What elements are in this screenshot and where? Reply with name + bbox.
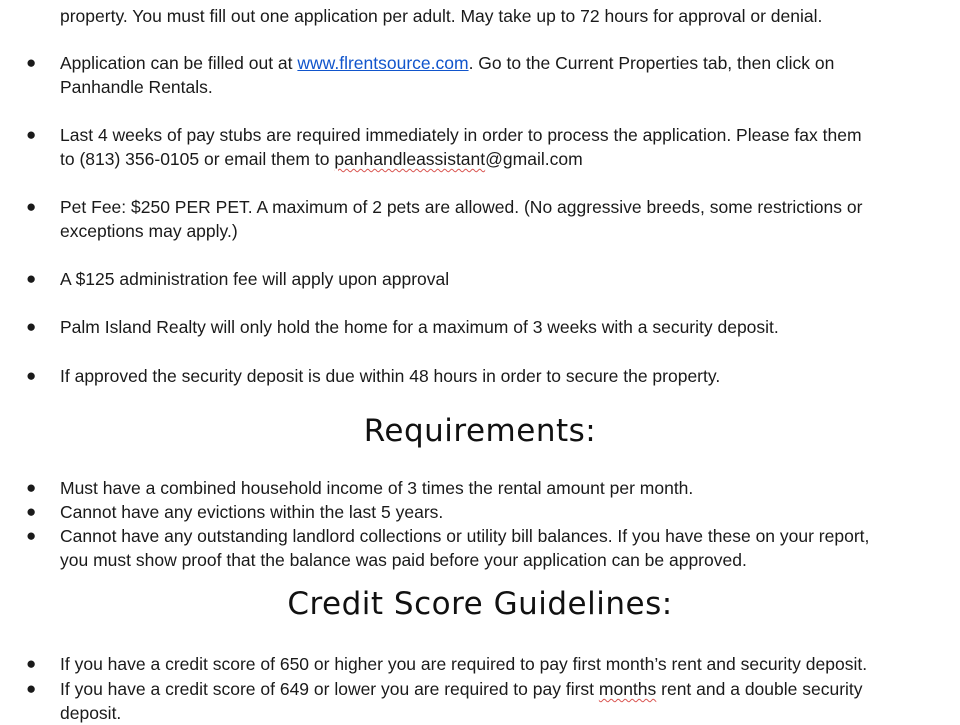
bullet-icon: ● xyxy=(26,526,37,545)
bullet-icon: ● xyxy=(26,317,37,336)
bullet-icon: ● xyxy=(26,502,37,521)
bullet-icon: ● xyxy=(26,478,37,497)
list-item-text: property. You must fill out one application per adult. May take up to 72 hours for approval or denial. xyxy=(60,6,823,26)
list-item xyxy=(60,315,956,339)
list-item-text: to (813) 356-0105 or email them to xyxy=(60,149,335,169)
list-item-text: you must show proof that the balance was paid before your application can be approved. xyxy=(60,550,747,570)
bullet-icon: ● xyxy=(26,679,37,698)
list-item-text: If you have a credit score of 649 or lower you are required to pay first xyxy=(60,679,599,699)
list-item xyxy=(60,123,956,171)
list-item-text: Application can be filled out at xyxy=(60,53,298,73)
list-item-text: If approved the security deposit is due within 48 hours in order to secure the property. xyxy=(60,366,721,386)
list-item-text: Cannot have any outstanding landlord collections or utility bill balances. If you have these on your report, xyxy=(60,526,870,546)
list-item-text: Panhandle Rentals. xyxy=(60,77,213,97)
list-item xyxy=(60,652,956,676)
spellcheck-flagged-word: panhandleassistant xyxy=(334,149,486,169)
bullet-icon: ● xyxy=(26,654,37,673)
list-item-text: . Go to the Current Properties tab, then click on xyxy=(468,53,835,73)
list-item-text: Pet Fee: $250 PER PET. A maximum of 2 pets are allowed. (No aggressive breeds, some restrictions or xyxy=(60,197,863,217)
list-item xyxy=(60,195,956,243)
list-item xyxy=(60,476,956,500)
list-item xyxy=(60,500,956,524)
list-item-text: exceptions may apply.) xyxy=(60,221,238,241)
requirements-heading: Requirements: xyxy=(363,413,597,449)
list-item xyxy=(60,267,956,291)
list-item-text: Last 4 weeks of pay stubs are required immediately in order to process the application. Please fax them xyxy=(60,125,862,145)
credit-guidelines-heading: Credit Score Guidelines: xyxy=(287,586,673,622)
bullet-icon: ● xyxy=(26,269,37,288)
list-item-text: deposit. xyxy=(60,703,122,723)
list-item-text: A $125 administration fee will apply upon approval xyxy=(60,269,450,289)
list-item xyxy=(60,364,956,388)
list-item-text: If you have a credit score of 650 or higher you are required to pay first month’s rent and security deposit. xyxy=(60,654,868,674)
list-item xyxy=(60,524,956,572)
bullet-icon: ● xyxy=(26,125,37,144)
list-item-text: Palm Island Realty will only hold the home for a maximum of 3 weeks with a security deposit. xyxy=(60,317,779,337)
list-item-text: @gmail.com xyxy=(485,149,583,169)
bullet-icon: ● xyxy=(26,53,37,72)
list-item xyxy=(60,51,956,99)
list-item-text: rent and a double security xyxy=(656,679,863,699)
bullet-icon: ● xyxy=(26,197,37,216)
list-item xyxy=(60,677,956,725)
spellcheck-flagged-word: months xyxy=(598,679,657,699)
bullet-icon: ● xyxy=(26,366,37,385)
list-item xyxy=(60,4,956,28)
list-item-text: Must have a combined household income of 3 times the rental amount per month. xyxy=(60,478,694,498)
flrentsource-link[interactable]: www.flrentsource.com xyxy=(297,53,469,73)
list-item-text: Cannot have any evictions within the last 5 years. xyxy=(60,502,444,522)
